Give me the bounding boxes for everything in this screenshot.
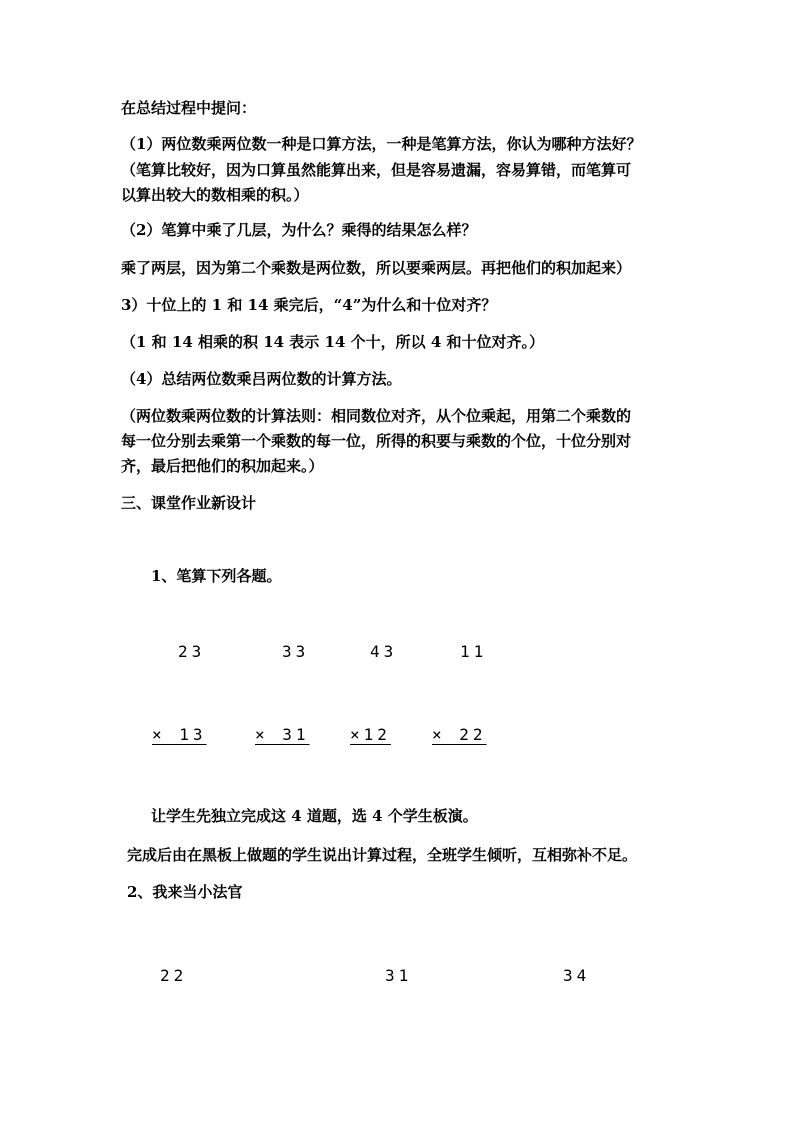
- exercise-1-top-2: 33: [282, 642, 310, 661]
- exercise-1-top-4: 11: [460, 642, 488, 661]
- exercise-2-title: 2、我来当小法官: [127, 883, 243, 901]
- answer-4-line-2: 每一位分别去乘第一个乘数的每一位，所得的积要与乘数的个位，十位分别对: [121, 432, 632, 450]
- exercise-2-top-1: 22: [160, 966, 188, 985]
- exercise-2-top-3: 34: [563, 966, 591, 985]
- exercise-1-top-3: 43: [370, 642, 398, 661]
- question-4: （4）总结两位数乘吕两位数的计算方法。: [121, 370, 402, 388]
- question-3: 3）十位上的 1 和 14 乘完后，“4”为什么和十位对齐？: [121, 296, 497, 314]
- answer-4-line-3: 齐，最后把他们的积加起来。）: [121, 457, 324, 475]
- answer-4-line-1: （两位数乘两位数的计算法则：相同数位对齐，从个位乘起，用第二个乘数的: [121, 407, 632, 425]
- question-1: （1）两位数乘两位数一种是口算方法，一种是笔算方法，你认为哪种方法好？: [121, 135, 642, 153]
- exercise-1-bottom-1: × 13: [152, 725, 207, 744]
- section-3-title: 三、课堂作业新设计: [121, 494, 257, 512]
- question-2: （2）笔算中乘了几层，为什么？乘得的结果怎么样？: [121, 221, 477, 239]
- exercise-1-note: 让学生先独立完成这 4 道题，选 4 个学生板演。: [151, 807, 478, 825]
- exercise-2-top-2: 31: [385, 966, 413, 985]
- section-heading: 在总结过程中提问：: [121, 99, 257, 117]
- exercise-1-bottom-3: ×12: [350, 725, 391, 744]
- answer-1-line-2: 以算出较大的数相乘的积。）: [121, 186, 309, 204]
- answer-2: 乘了两层，因为第二个乘数是两位数，所以要乘两层。再把他们的积加起来）: [121, 259, 632, 277]
- answer-3: （1 和 14 相乘的积 14 表示 14 个十，所以 4 和十位对齐。）: [121, 333, 544, 351]
- answer-1-line-1: （笔算比较好，因为口算虽然能算出来，但是容易遗漏，容易算错，而笔算可: [121, 161, 632, 179]
- exercise-1-bottom-4: × 22: [432, 725, 487, 744]
- exercise-1-title: 1、笔算下列各题。: [151, 567, 282, 585]
- exercise-1-top-1: 23: [178, 642, 206, 661]
- exercise-1-note-2: 完成后由在黑板上做题的学生说出计算过程，全班学生倾听，互相弥补不足。: [127, 846, 638, 864]
- exercise-1-bottom-2: × 31: [255, 725, 310, 744]
